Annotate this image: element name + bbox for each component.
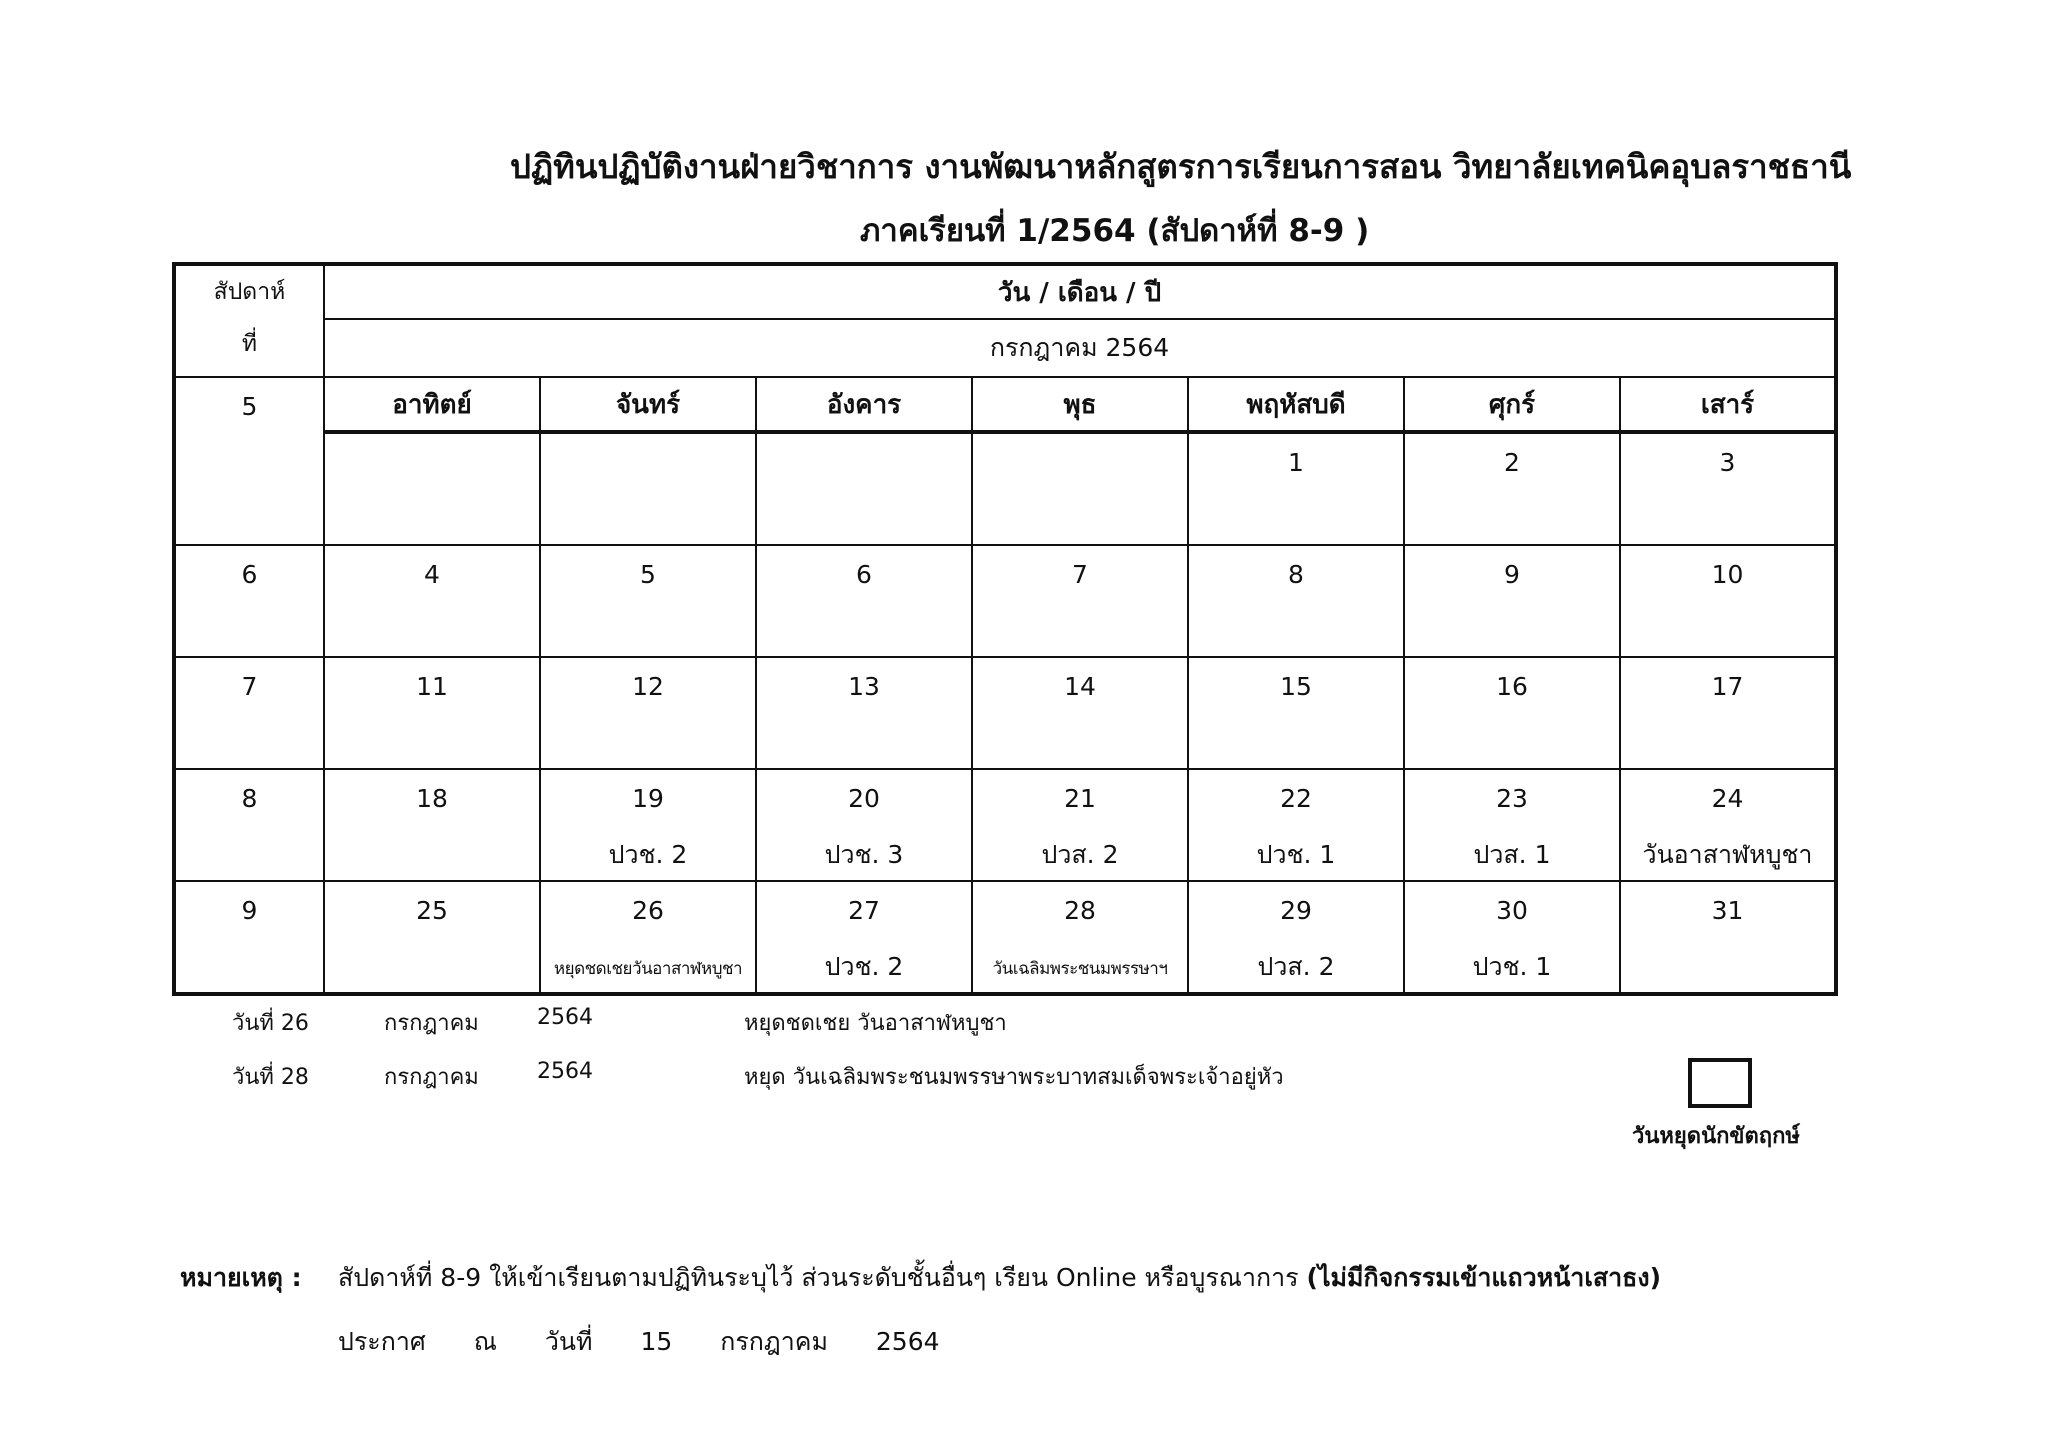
week-number: 9 xyxy=(174,881,324,994)
day-number xyxy=(541,434,755,448)
day-cell xyxy=(1620,432,1836,545)
day-number: 2 xyxy=(1504,448,1520,477)
day-number: 13 xyxy=(848,672,880,701)
day-number: 19 xyxy=(632,784,664,813)
calendar-week-row xyxy=(174,657,1836,769)
day-cell xyxy=(540,769,756,881)
day-cell xyxy=(756,881,972,994)
day-cell xyxy=(324,432,540,545)
holiday-year: 2564 xyxy=(537,1059,593,1084)
announcement-at: ณ xyxy=(473,1327,497,1356)
week-number: 7 xyxy=(174,657,324,769)
day-cell xyxy=(324,657,540,769)
day-number xyxy=(757,434,971,448)
month-header: กรกฎาคม 2564 xyxy=(324,319,1836,377)
week-header-line1: สัปดาห์ xyxy=(213,279,286,305)
remark-label: หมายเหตุ : xyxy=(180,1263,302,1292)
date-header: วัน / เดือน / ปี xyxy=(324,264,1836,319)
day-number: 25 xyxy=(416,896,448,925)
remark xyxy=(180,1258,1661,1298)
day-number: 23 xyxy=(1496,784,1528,813)
day-cell xyxy=(1188,545,1404,657)
day-name-wednesday: พุธ xyxy=(972,377,1188,432)
day-note: ปวช. 1 xyxy=(1472,952,1552,981)
holiday-day: วันที่ 26 xyxy=(232,1011,309,1036)
day-name-tuesday: อังคาร xyxy=(756,377,972,432)
day-cell xyxy=(1188,881,1404,994)
day-cell xyxy=(972,769,1188,881)
week-number: 8 xyxy=(174,769,324,881)
day-cell xyxy=(540,545,756,657)
day-number: 4 xyxy=(424,560,440,589)
day-note: ปวส. 2 xyxy=(1041,840,1119,869)
day-number: 20 xyxy=(848,784,880,813)
day-number: 15 xyxy=(1280,672,1312,701)
day-note: ปวช. 2 xyxy=(824,952,904,981)
day-number: 22 xyxy=(1280,784,1312,813)
day-cell xyxy=(540,881,756,994)
day-cell xyxy=(1188,657,1404,769)
day-note: ปวช. 1 xyxy=(1256,840,1336,869)
day-cell xyxy=(1620,769,1836,881)
day-cell xyxy=(1404,545,1620,657)
holiday-month: กรกฎาคม xyxy=(384,1011,479,1036)
week-number: 6 xyxy=(174,545,324,657)
announcement-day: 15 xyxy=(640,1327,673,1356)
day-name-sunday: อาทิตย์ xyxy=(324,377,540,432)
document-title: ปฏิทินปฏิบัติงานฝ่ายวิชาการ งานพัฒนาหลักสูตรการเรียนการสอน วิทยาลัยเทคนิคอุบลราชธานี xyxy=(510,147,1852,186)
holiday-legend-box xyxy=(1688,1058,1752,1108)
day-cell xyxy=(972,432,1188,545)
holiday-day: วันที่ 28 xyxy=(232,1065,309,1090)
day-number xyxy=(973,434,1187,448)
day-number: 24 xyxy=(1711,784,1744,813)
day-number: 10 xyxy=(1711,560,1744,589)
day-cell xyxy=(972,881,1188,994)
holiday-legend-label: วันหยุดนักขัตฤกษ์ xyxy=(1632,1124,1800,1149)
day-number: 16 xyxy=(1496,672,1528,701)
day-cell xyxy=(1404,657,1620,769)
day-cell xyxy=(540,432,756,545)
week-header-line2: ที่ xyxy=(241,331,258,357)
holiday-description: หยุด วันเฉลิมพระชนมพรรษาพระบาทสมเด็จพระเจ้าอยู่หัว xyxy=(744,1065,1284,1090)
holiday-year: 2564 xyxy=(537,1005,593,1030)
day-name-saturday: เสาร์ xyxy=(1620,377,1836,432)
day-note: ปวส. 2 xyxy=(1257,952,1335,981)
day-note: ปวช. 2 xyxy=(608,840,688,869)
day-cell xyxy=(540,657,756,769)
week-column-header xyxy=(174,264,324,377)
day-number: 5 xyxy=(640,560,656,589)
day-number: 21 xyxy=(1064,784,1096,813)
day-cell xyxy=(972,657,1188,769)
day-number: 17 xyxy=(1711,672,1744,701)
day-name-monday: จันทร์ xyxy=(540,377,756,432)
day-name-friday: ศุกร์ xyxy=(1404,377,1620,432)
day-number: 7 xyxy=(1072,560,1088,589)
day-cell xyxy=(1620,881,1836,994)
day-note: หยุดชดเชยวันอาสาฬหบูชา xyxy=(553,959,743,979)
day-number: 28 xyxy=(1064,896,1096,925)
day-cell xyxy=(1620,657,1836,769)
announcement-year: 2564 xyxy=(875,1327,940,1356)
day-number: 3 xyxy=(1719,448,1736,477)
holiday-description: หยุดชดเชย วันอาสาฬหบูชา xyxy=(744,1011,1007,1036)
day-cell xyxy=(1404,881,1620,994)
day-number xyxy=(325,434,539,448)
day-number: 9 xyxy=(1504,560,1520,589)
day-number: 30 xyxy=(1496,896,1528,925)
calendar-week-row xyxy=(174,769,1836,881)
day-number: 26 xyxy=(632,896,664,925)
day-number: 29 xyxy=(1280,896,1312,925)
day-number: 8 xyxy=(1288,560,1304,589)
day-number: 31 xyxy=(1711,896,1744,925)
calendar-week-row xyxy=(174,545,1836,657)
calendar-table xyxy=(172,262,1838,996)
day-cell xyxy=(324,545,540,657)
day-note: วันเฉลิมพระชนมพรรษาฯ xyxy=(992,959,1168,979)
day-cell xyxy=(756,657,972,769)
day-number: 14 xyxy=(1064,672,1096,701)
day-cell xyxy=(324,769,540,881)
document-subtitle: ภาคเรียนที่ 1/2564 (สัปดาห์ที่ 8-9 ) xyxy=(860,213,1370,249)
day-number: 18 xyxy=(416,784,448,813)
announcement-month: กรกฎาคม xyxy=(720,1327,828,1356)
day-cell xyxy=(1404,432,1620,545)
calendar-week-row xyxy=(174,432,1836,545)
holiday-month: กรกฎาคม xyxy=(384,1065,479,1090)
day-cell xyxy=(1404,769,1620,881)
remark-text: สัปดาห์ที่ 8-9 ให้เข้าเรียนตามปฏิทินระบุไว้ ส่วนระดับชั้นอื่นๆ เรียน Online หรือบูรณาการ xyxy=(338,1263,1307,1292)
day-note: ปวช. 3 xyxy=(824,840,904,869)
day-cell xyxy=(324,881,540,994)
day-name-thursday: พฤหัสบดี xyxy=(1188,377,1404,432)
day-cell xyxy=(756,545,972,657)
day-cell xyxy=(756,769,972,881)
day-number: 12 xyxy=(632,672,664,701)
announcement xyxy=(338,1322,980,1362)
day-cell xyxy=(756,432,972,545)
day-number: 27 xyxy=(848,896,880,925)
day-cell xyxy=(1188,432,1404,545)
day-cell xyxy=(1620,545,1836,657)
day-cell xyxy=(1188,769,1404,881)
announcement-day-label: วันที่ xyxy=(544,1327,593,1356)
day-number: 6 xyxy=(856,560,872,589)
calendar-week-row xyxy=(174,881,1836,994)
day-number: 1 xyxy=(1288,448,1304,477)
day-note: วันอาสาฬหบูชา xyxy=(1642,840,1813,869)
remark-bold-text: (ไม่มีกิจกรรมเข้าแถวหน้าเสาธง) xyxy=(1306,1263,1662,1292)
week-number: 5 xyxy=(174,377,324,545)
day-note: ปวส. 1 xyxy=(1473,840,1551,869)
announcement-word: ประกาศ xyxy=(338,1327,426,1356)
day-number: 11 xyxy=(416,672,448,701)
day-cell xyxy=(972,545,1188,657)
